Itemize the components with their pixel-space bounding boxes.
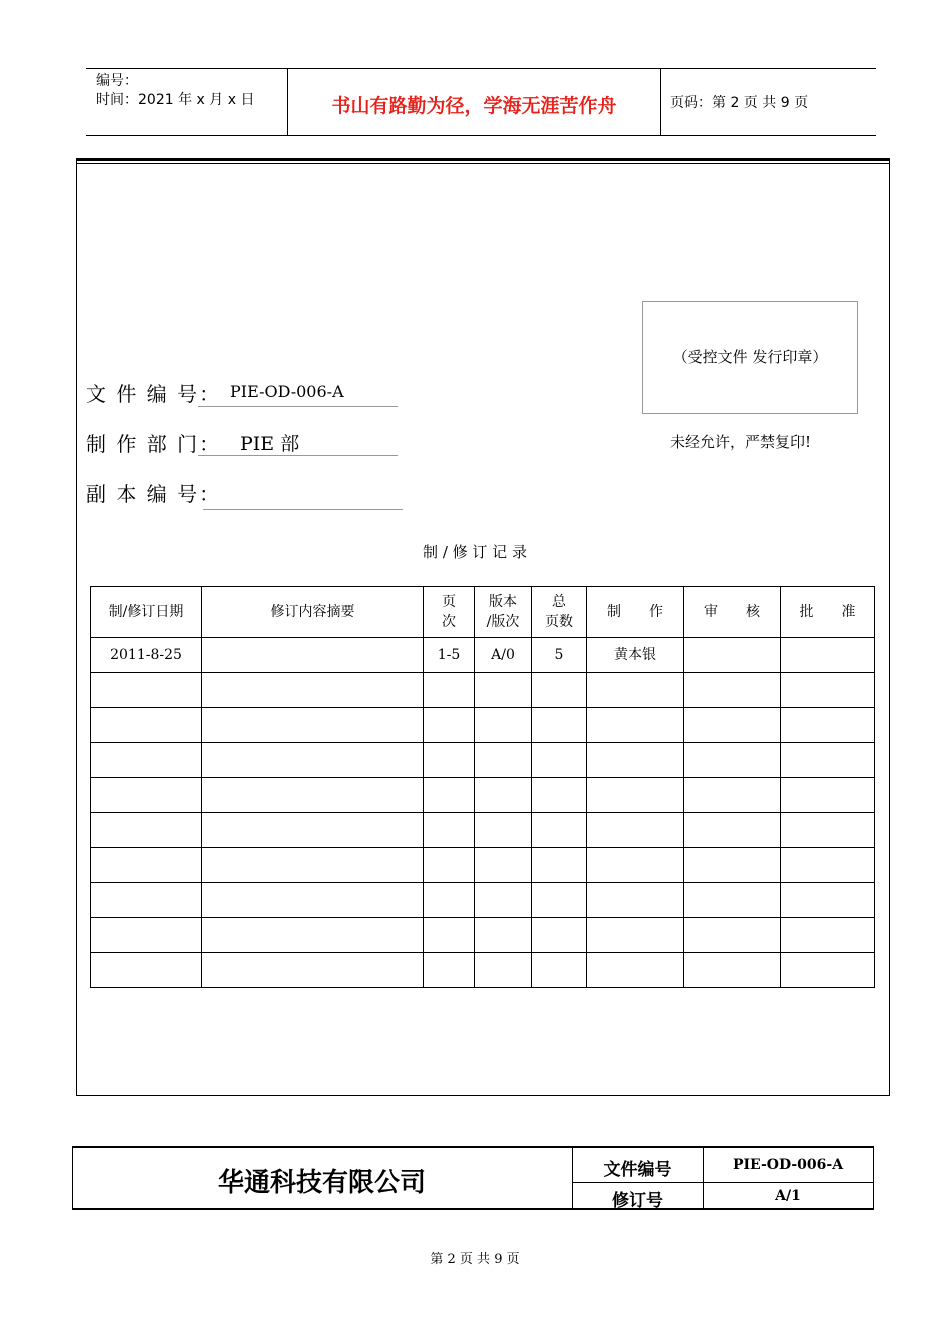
- table-cell: [781, 813, 875, 848]
- table-header-text: 页: [442, 594, 456, 610]
- table-header-text: 次: [442, 614, 456, 630]
- table-row: [91, 813, 875, 848]
- table-cell: [532, 673, 587, 708]
- header-top-rule: [86, 68, 876, 69]
- table-cell: [91, 778, 202, 813]
- revision-record-title: 制 / 修 订 记 录: [423, 543, 527, 561]
- doc-no-underline: [198, 406, 398, 407]
- table-cell: [781, 743, 875, 778]
- table-cell: [202, 813, 424, 848]
- table-cell: [424, 708, 475, 743]
- table-cell: [532, 743, 587, 778]
- table-cell: [532, 883, 587, 918]
- table-cell: [424, 778, 475, 813]
- table-cell: [587, 883, 684, 918]
- table-cell: [532, 918, 587, 953]
- table-cell: [587, 813, 684, 848]
- table-cell: [587, 743, 684, 778]
- table-header-text: /版次: [486, 614, 520, 630]
- table-header-text: 页数: [545, 614, 573, 630]
- table-cell: [424, 813, 475, 848]
- table-cell: [202, 708, 424, 743]
- table-header-cell: [91, 587, 202, 638]
- table-cell: [424, 883, 475, 918]
- header-divider: [660, 68, 661, 135]
- table-cell: [91, 918, 202, 953]
- table-header-cell: [587, 587, 684, 638]
- table-cell: [587, 778, 684, 813]
- table-cell: [684, 778, 781, 813]
- table-cell: [475, 813, 532, 848]
- footer-rev-label: 修订号: [612, 1191, 663, 1211]
- table-cell: [781, 848, 875, 883]
- table-cell: [202, 743, 424, 778]
- table-cell: [475, 673, 532, 708]
- table-cell: [532, 953, 587, 988]
- header-motto: 书山有路勤为径，学海无涯苦作舟: [331, 95, 617, 117]
- table-header-text: 版本: [489, 594, 517, 610]
- table-cell: [684, 953, 781, 988]
- table-cell: [91, 743, 202, 778]
- header-number-label: 编号：: [96, 73, 138, 89]
- header-bottom-rule: [86, 135, 876, 136]
- table-cell: [587, 708, 684, 743]
- table-cell: [587, 848, 684, 883]
- table-cell: [684, 813, 781, 848]
- table-cell: [684, 918, 781, 953]
- table-cell: 2011-8-25: [91, 638, 202, 673]
- table-row: [91, 848, 875, 883]
- table-cell: 黄本银: [587, 638, 684, 673]
- table-cell: [424, 673, 475, 708]
- table-cell: [684, 638, 781, 673]
- table-cell: [202, 778, 424, 813]
- table-cell: [91, 883, 202, 918]
- table-header-text: 制/修订日期: [108, 604, 184, 620]
- header-page-label: 页码：第 2 页 共 9 页: [670, 95, 809, 111]
- table-cell: [587, 918, 684, 953]
- footer-top-rule: [72, 1146, 874, 1148]
- table-cell: [424, 953, 475, 988]
- table-cell: [475, 778, 532, 813]
- table-header-text: 总: [552, 594, 566, 610]
- table-cell: [424, 918, 475, 953]
- table-cell: [475, 953, 532, 988]
- table-header-cell: [202, 587, 424, 638]
- table-cell: [424, 743, 475, 778]
- footer-doc-no-label: 文件编号: [603, 1160, 672, 1180]
- table-row: [91, 778, 875, 813]
- table-cell: [475, 743, 532, 778]
- table-cell: [587, 673, 684, 708]
- doc-no-label: 文 件 编 号：: [86, 382, 222, 406]
- revision-table: [90, 586, 875, 988]
- table-cell: [424, 848, 475, 883]
- table-cell: [684, 743, 781, 778]
- table-header-cell: [781, 587, 875, 638]
- table-row: [91, 953, 875, 988]
- table-row: [91, 883, 875, 918]
- footer-divider: [572, 1182, 873, 1183]
- table-cell: [684, 848, 781, 883]
- table-header-cell: [684, 587, 781, 638]
- table-cell: [532, 813, 587, 848]
- footer-doc-no-value: PIE-OD-006-A: [732, 1157, 844, 1173]
- table-cell: 5: [532, 638, 587, 673]
- table-cell: [532, 778, 587, 813]
- table-header-text: 审 核: [704, 604, 760, 620]
- table-row: [91, 673, 875, 708]
- table-cell: [532, 708, 587, 743]
- table-header-text: 修订内容摘要: [270, 604, 355, 620]
- table-cell: [475, 848, 532, 883]
- table-cell: [684, 673, 781, 708]
- table-cell: [475, 918, 532, 953]
- stamp-text: （受控文件 发行印章）: [672, 348, 828, 366]
- table-cell: [684, 708, 781, 743]
- dept-label: 制 作 部 门：: [86, 432, 222, 456]
- table-header-cell: [475, 587, 532, 638]
- table-cell: [91, 813, 202, 848]
- footer-divider: [873, 1146, 874, 1208]
- table-header-cell: [424, 587, 475, 638]
- table-cell: [781, 918, 875, 953]
- frame-top-thin-rule: [76, 163, 890, 164]
- table-cell: [781, 673, 875, 708]
- footer-bottom-rule: [72, 1208, 874, 1210]
- table-cell: [91, 673, 202, 708]
- table-cell: [202, 673, 424, 708]
- copy-no-label: 副 本 编 号：: [86, 482, 222, 506]
- table-header-row: [91, 587, 875, 638]
- table-row: [91, 638, 875, 673]
- table-cell: 1-5: [424, 638, 475, 673]
- dept-value: PIE 部: [240, 433, 300, 455]
- table-cell: [202, 918, 424, 953]
- table-cell: [781, 638, 875, 673]
- table-cell: [781, 883, 875, 918]
- table-cell: [684, 883, 781, 918]
- company-name: 华通科技有限公司: [217, 1168, 426, 1198]
- table-header-text: 制 作: [607, 604, 663, 620]
- table-cell: [532, 848, 587, 883]
- table-header-text: 批 准: [799, 604, 856, 620]
- table-cell: [202, 638, 424, 673]
- table-row: [91, 918, 875, 953]
- table-cell: [202, 953, 424, 988]
- table-cell: [202, 883, 424, 918]
- table-cell: [91, 708, 202, 743]
- frame-top-thick-rule: [76, 158, 890, 161]
- table-cell: [475, 883, 532, 918]
- table-cell: [91, 953, 202, 988]
- table-cell: [781, 708, 875, 743]
- table-row: [91, 743, 875, 778]
- copy-no-underline: [203, 509, 403, 510]
- copy-warning: 未经允许，严禁复印!: [670, 433, 812, 451]
- table-row: [91, 708, 875, 743]
- table-cell: A/0: [475, 638, 532, 673]
- table-cell: [202, 848, 424, 883]
- table-cell: [781, 778, 875, 813]
- table-cell: [781, 953, 875, 988]
- doc-no-value: PIE-OD-006-A: [230, 382, 344, 401]
- header-time-label: 时间：2021 年 x 月 x 日: [96, 92, 255, 108]
- footer-rev-value: A/1: [775, 1188, 801, 1204]
- table-header-cell: [532, 587, 587, 638]
- page-number: 第 2 页 共 9 页: [430, 1252, 520, 1267]
- table-cell: [91, 848, 202, 883]
- dept-underline: [198, 455, 398, 456]
- table-cell: [587, 953, 684, 988]
- table-cell: [475, 708, 532, 743]
